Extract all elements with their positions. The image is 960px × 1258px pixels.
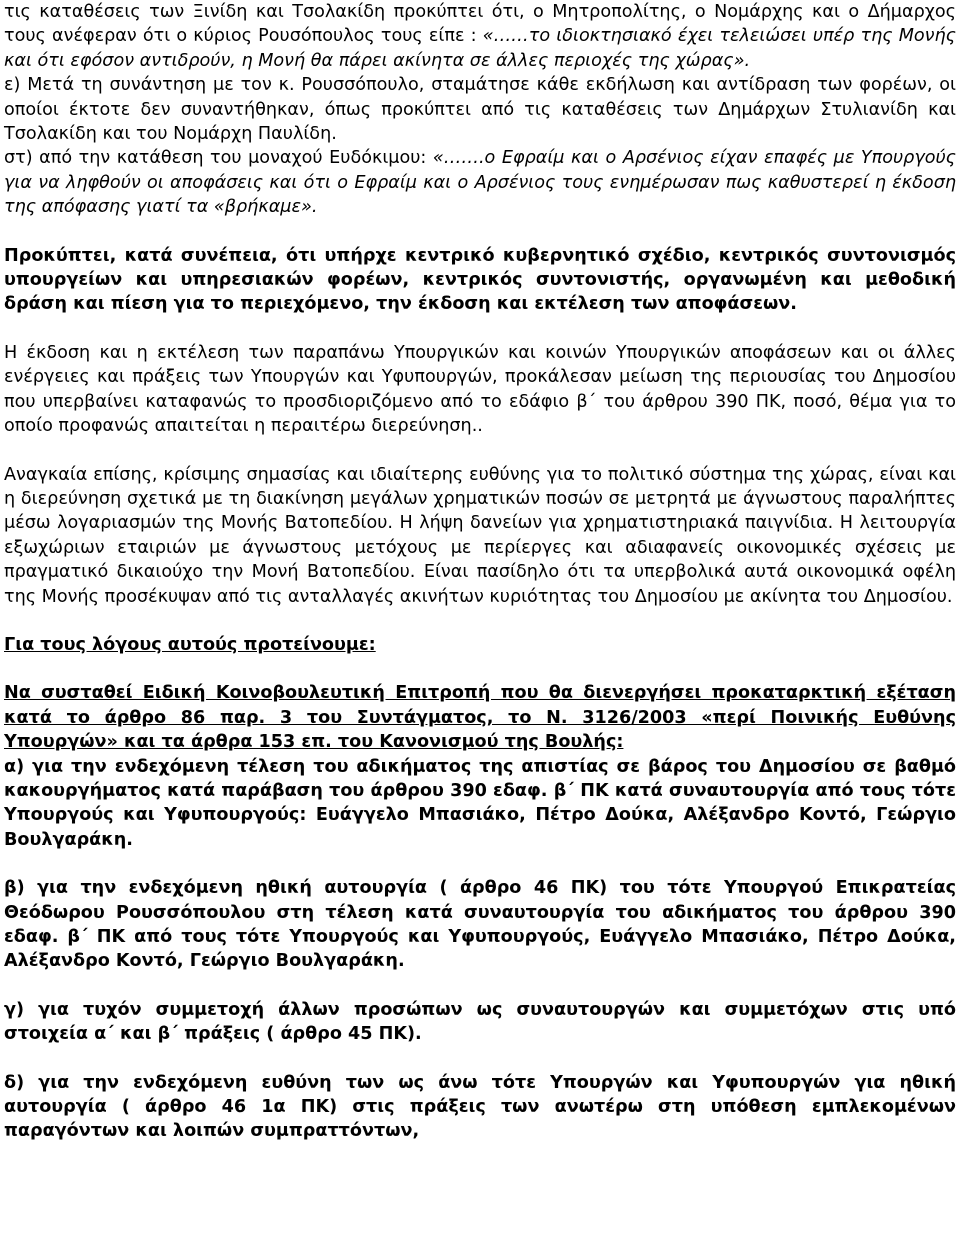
paragraph-testimony-xinidis [4, 0, 956, 73]
proposal-item-b: β) για την ενδεχόμενη ηθική αυτουργία ( άρθρο 46 ΠΚ) του τότε Υπουργού Επικρατείας Θεόδωρου Ρουσσόπουλου στη τέλεση κατά συναυτουργία του αδικήματος του άρθρου 390 εδαφ. β΄ ΠΚ από τους τότε Υπουργούς και Υφυπουργούς, Ευάγγελο Μπασιάκο, Πέτρο Δούκα, Αλέξανδρο Κοντό, Γεώργιο Βουλγαράκη. [4, 878, 956, 972]
paragraph-meeting: ε) Μετά τη συνάντηση με τον κ. Ρουσσόπουλο, σταμάτησε κάθε εκδήλωση και αντίδραση των φορέων, οι οποίοι έκτοτε δεν συναντήθηκαν, όπως προκύπτει από τις καταθέσεις των Δημάρχων Στυλιανίδη και Τσολακίδη και του Νομάρχη Παυλίδη. [4, 75, 956, 145]
paragraph-text: τις καταθέσεις των Ξινίδη και Τσολακίδη προκύπτει ότι, ο Μητροπολίτης, ο Νομάρχης και ο Δήμαρχος τους ανέφεραν ότι ο κύριος Ρουσόπουλος τους είπε : [4, 2, 956, 47]
paragraph-investigation: Αναγκαία επίσης, κρίσιμης σημασίας και ιδιαίτερης ευθύνης για το πολιτικό σύστημα της χώρας, είναι και η διερεύνηση σχετικά με τη διακίνηση μεγάλων χρηματικών ποσών σε μετρητά με άγνωστους παραλήπτες μέσω λογαριασμών της Μονής Βατοπεδίου. Η λήψη δανείων για χρηματιστηριακά παιγνίδια. Η λειτουργία εξωχώριων εταιριών με άγνωστους μετόχους με περίεργες και αδιαφανείς οικονομικές σχέσεις με πραγματικό δικαιούχο την Μονή Βατοπεδίου. Είναι πασίδηλο ότι τα υπερβολικά αυτά οικονομικά οφέλη της Μονής προσέκυψαν από τις ανταλλαγές ακινήτων κυριότητας του Δημοσίου με ακίνητα του Δημοσίου. [4, 464, 956, 607]
proposal-item-a: α) για την ενδεχόμενη τέλεση του αδικήματος της απιστίας σε βάρος του Δημοσίου σε βαθμό κακουργήματος κατά παράβαση του άρθρου 390 εδαφ. β΄ ΠΚ κατά συναυτουργία από τους τότε Υπουργούς και Υφυπουργούς: Ευάγγελο Μπασιάκο, Πέτρο Δούκα, Αλέξανδρο Κοντό, Γεώργιο Βουλγαράκη. [4, 756, 956, 850]
document-page [4, 0, 956, 1144]
quote-text: «……το ιδιοκτησιακό έχει τελειώσει υπέρ της Μονής και ότι εφόσον αντιδρούν, η Μονή θα πάρει ακίνητα σε άλλες περιοχές της χώρας». [4, 26, 956, 71]
quote-text: «…….ο Εφραίμ και ο Αρσένιος είχαν επαφές με Υπουργούς για να ληφθούν οι αποφάσεις και ότι ο Εφραίμ και ο Αρσένιος τους ενημέρωσαν πως καθυστερεί η έκδοση της απόφασης γιατί τα «βρήκαμε». [4, 148, 957, 218]
proposal-item-d: δ) για την ενδεχόμενη ευθύνη των ως άνω τότε Υπουργών και Υφυπουργών για ηθική αυτουργία ( άρθρο 46 1α ΠΚ) στις πράξεις των ανωτέρω στη υπόθεση εμπλεκομένων παραγόντων και λοιπών συμπραττόντων, [4, 1072, 956, 1142]
paragraph-text: στ) από την κατάθεση του μοναχού Ευδόκιμου: [4, 148, 433, 169]
section-heading: Για τους λόγους αυτούς προτείνουμε: [4, 634, 376, 655]
paragraph-testimony-monk [4, 146, 956, 219]
proposal-paragraph: Να συσταθεί Ειδική Κοινοβουλευτική Επιτροπή που θα διενεργήσει προκαταρκτική εξέταση κατά το άρθρο 86 παρ. 3 του Συντάγματος, το Ν. 3126/2003 «περί Ποινικής Ευθύνης Υπουργών» και τα άρθρα 153 επ. του Κανονισμού της Βουλής: [4, 683, 956, 753]
paragraph-decisions: Η έκδοση και η εκτέλεση των παραπάνω Υπουργικών και κοινών Υπουργικών αποφάσεων και οι άλλες ενέργειες και πράξεις των Υπουργών και Υφυπουργών, προκάλεσαν μείωση της περιουσίας του Δημοσίου που υπερβαίνει καταφανώς το προσδιοριζόμενο από το εδάφιο β΄ του άρθρου 390 ΠΚ, ποσό, θέμα για το οποίο προφανώς απαιτείται η περαιτέρω διερεύνηση.. [4, 342, 956, 437]
proposal-item-c: γ) για τυχόν συμμετοχή άλλων προσώπων ως συναυτουργών και συμμετόχων στις υπό στοιχεία α΄ και β΄ πράξεις ( άρθρο 45 ΠΚ). [4, 999, 956, 1045]
paragraph-conclusion: Προκύπτει, κατά συνέπεια, ότι υπήρχε κεντρικό κυβερνητικό σχέδιο, κεντρικός συντονισμός υπουργείων και υπηρεσιακών φορέων, κεντρικός συντονιστής, οργανωμένη και μεθοδική δράση και πίεση για το περιεχόμενο, την έκδοση και εκτέλεση των αποφάσεων. [4, 245, 956, 315]
